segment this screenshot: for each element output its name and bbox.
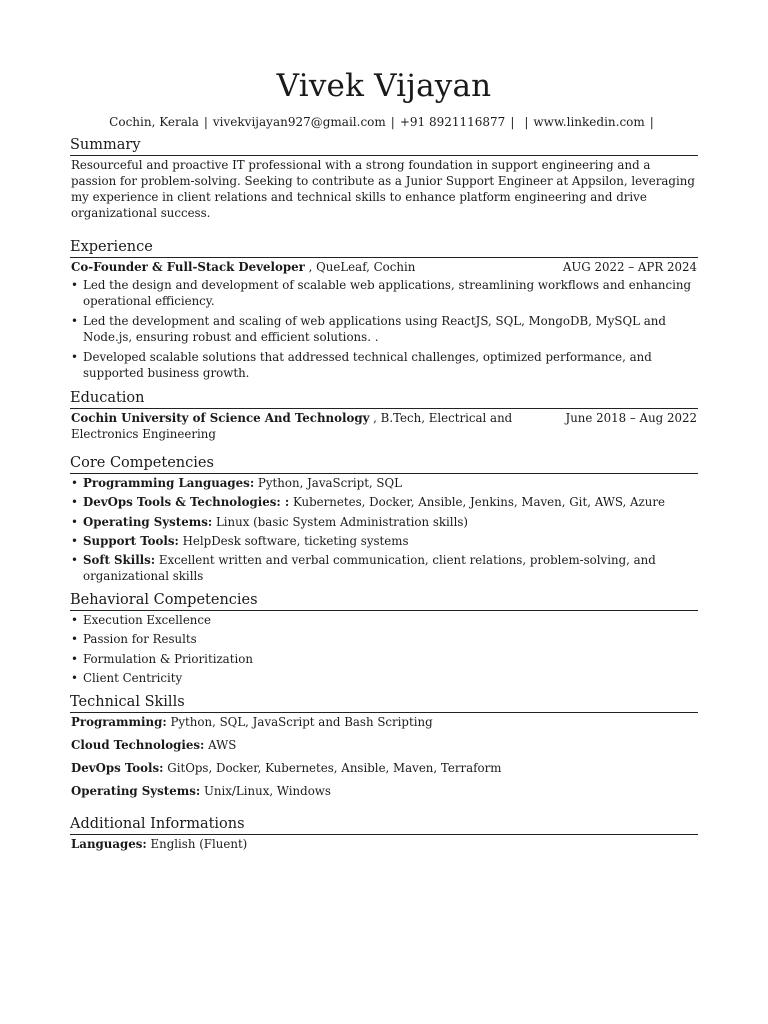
- summary-text: Resourceful and proactive IT professional with a strong foundation in support engineering and a passion for problem-solving. Seeking to contribute as a Junior Support Engineer at Appsilon, leveraging my experience in client relations and technical skills to enhance platform engineering and drive organizational success.: [71, 158, 695, 220]
- contact-line: [70, 114, 698, 130]
- skill-row: [70, 737, 698, 753]
- education-details: [71, 410, 541, 442]
- skill-label: DevOps Tools:: [71, 761, 164, 776]
- competency-label: Support Tools:: [83, 533, 179, 548]
- list-item: • Formulation & Prioritization: [83, 651, 698, 667]
- technical-skills-section: [70, 693, 698, 799]
- skill-value: Python, SQL, JavaScript and Bash Scripting: [166, 715, 433, 730]
- experience-section: [70, 238, 698, 381]
- skill-value: GitOps, Docker, Kubernetes, Ansible, Maven, Terraform: [163, 761, 502, 776]
- contact-separator: |: [524, 115, 529, 129]
- degree: , B.Tech, Electrical and Electronics Engineering: [71, 411, 513, 441]
- list-item: • Passion for Results: [83, 631, 698, 647]
- education-section: [70, 389, 698, 442]
- competency-value: Excellent written and verbal communication, client relations, problem-solving, and organizational skills: [83, 553, 656, 584]
- skill-label: Operating Systems:: [71, 784, 201, 799]
- job-role: Co-Founder & Full-Stack Developer: [71, 260, 305, 274]
- core-competencies-list: [70, 475, 698, 584]
- skill-row: [70, 714, 698, 730]
- list-item: • Execution Excellence: [83, 612, 698, 628]
- experience-header: [70, 259, 698, 275]
- job-company: , QueLeaf, Cochin: [304, 260, 416, 274]
- section-title-core: Core Competencies: [70, 454, 698, 474]
- competency-value: Linux (basic System Administration skills): [212, 514, 468, 529]
- languages-value: English (Fluent): [146, 837, 248, 852]
- list-item: [83, 514, 698, 530]
- technical-skills-list: [70, 714, 698, 799]
- experience-bullets: [70, 277, 698, 381]
- skill-row: [70, 783, 698, 799]
- contact-separator: |: [390, 115, 395, 129]
- competency-value: HelpDesk software, ticketing systems: [178, 533, 409, 548]
- section-title-technical: Technical Skills: [70, 693, 698, 713]
- list-item: [83, 475, 698, 491]
- candidate-name: Vivek Vijayan: [276, 68, 492, 104]
- job-dates: AUG 2022 – APR 2024: [562, 260, 697, 274]
- contact-separator: |: [510, 115, 515, 129]
- skill-row: [70, 760, 698, 776]
- section-title-behavioral: Behavioral Competencies: [70, 591, 698, 611]
- list-item: [83, 494, 698, 510]
- list-item: • Led the development and scaling of web applications using ReactJS, SQL, MongoDB, MySQL and Node.js, ensuring robust and efficient solutions. .: [83, 313, 698, 345]
- core-competencies-section: [70, 454, 698, 584]
- location: Cochin, Kerala: [109, 115, 199, 129]
- school-name: Cochin University of Science And Technology: [71, 411, 370, 425]
- education-row: [70, 410, 698, 442]
- phone-number: +91 8921116877: [399, 115, 506, 129]
- languages-label: Languages:: [71, 837, 147, 852]
- behavioral-list: [70, 612, 698, 686]
- contact-separator: |: [649, 115, 654, 129]
- list-item: • Developed scalable solutions that addressed technical challenges, optimized performance, and supported business growth.: [83, 349, 698, 381]
- linkedin-link[interactable]: www.linkedin.com: [533, 115, 645, 129]
- skill-value: AWS: [204, 738, 237, 753]
- behavioral-competencies-section: [70, 591, 698, 686]
- list-item: • Led the design and development of scalable web applications, streamlining workflows and enhancing operational efficiency.: [83, 277, 698, 309]
- competency-value: Python, JavaScript, SQL: [254, 476, 403, 490]
- list-item: • Client Centricity: [83, 670, 698, 686]
- competency-label: Programming Languages:: [83, 476, 255, 490]
- skill-label: Cloud Technologies:: [71, 738, 205, 753]
- section-title-summary: Summary: [70, 136, 698, 156]
- skill-value: Unix/Linux, Windows: [200, 784, 331, 799]
- section-title-additional: Additional Informations: [70, 815, 698, 835]
- education-dates: June 2018 – Aug 2022: [565, 411, 697, 425]
- contact-separator: |: [203, 115, 208, 129]
- experience-role-line: [71, 259, 415, 275]
- summary-section: [70, 136, 698, 221]
- section-title-experience: Experience: [70, 238, 698, 258]
- competency-label: Soft Skills:: [83, 553, 156, 568]
- competency-label: DevOps Tools & Technologies: :: [83, 495, 290, 510]
- competency-label: Operating Systems:: [83, 514, 213, 529]
- skill-label: Programming:: [71, 715, 167, 730]
- email-link[interactable]: vivekvijayan927@gmail.com: [212, 115, 386, 129]
- list-item: [83, 552, 698, 584]
- additional-section: [70, 815, 698, 852]
- list-item: [83, 533, 698, 549]
- languages-row: [70, 836, 698, 852]
- section-title-education: Education: [70, 389, 698, 409]
- competency-value: Kubernetes, Docker, Ansible, Jenkins, Maven, Git, AWS, Azure: [289, 495, 665, 510]
